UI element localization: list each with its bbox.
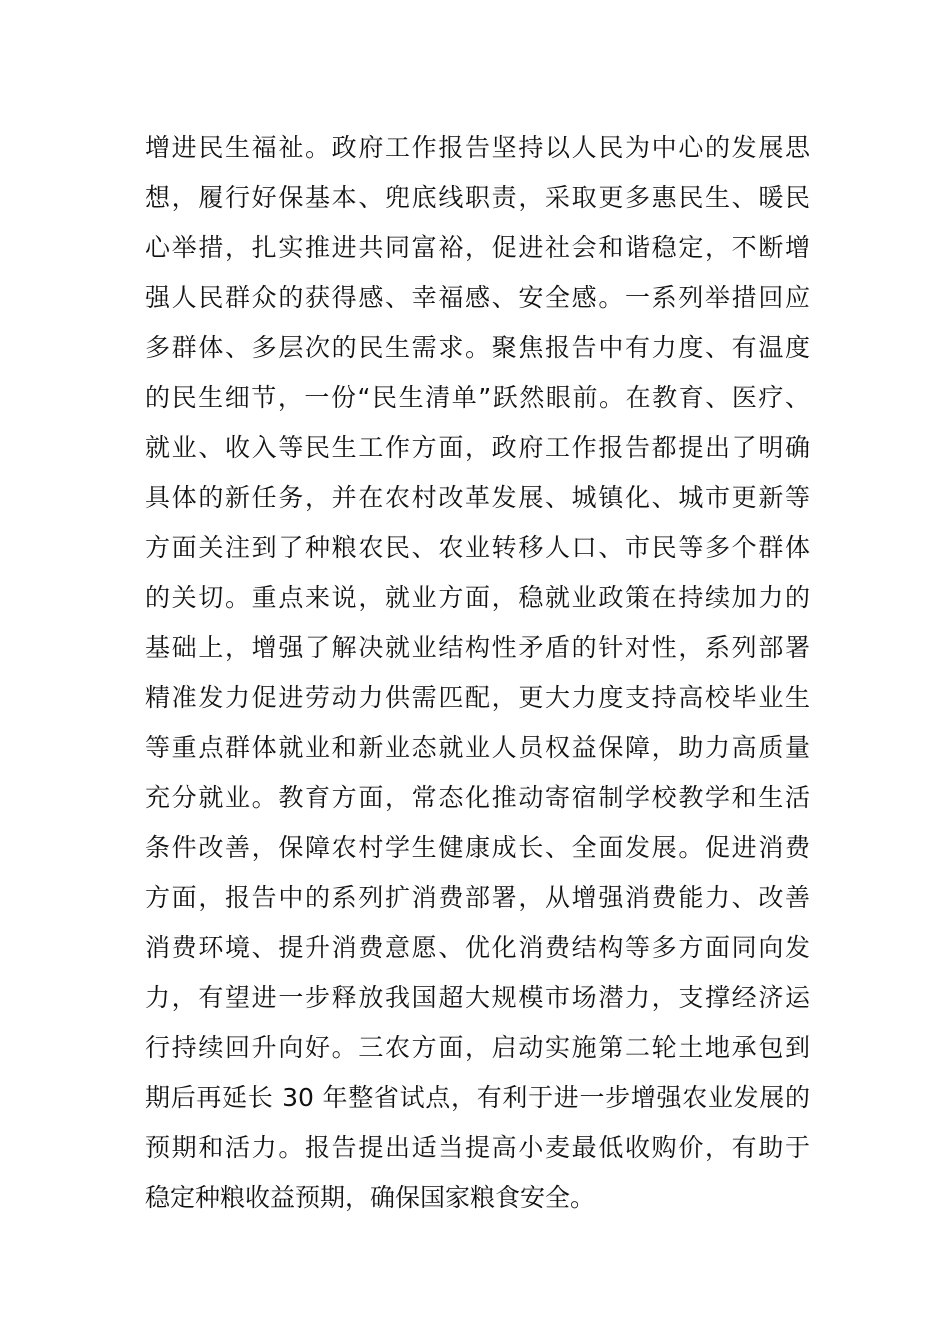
- text-line: 方面，报告中的系列扩消费部署，从增强消费能力、改善: [145, 883, 810, 912]
- text-line: 增进民生福祉。政府工作报告坚持以人民为中心的发展思: [145, 133, 810, 162]
- text-line: 消费环境、提升消费意愿、优化消费结构等多方面同向发: [145, 933, 810, 962]
- text-line: 条件改善，保障农村学生健康成长、全面发展。促进消费: [145, 833, 810, 862]
- text-line: 预期和活力。报告提出适当提高小麦最低收购价，有助于: [145, 1133, 810, 1162]
- text-line: 强人民群众的获得感、幸福感、安全感。一系列举措回应: [145, 283, 810, 312]
- text-line: 基础上，增强了解决就业结构性矛盾的针对性，系列部署: [145, 633, 810, 662]
- text-line: 的民生细节，一份“民生清单”跃然眼前。在教育、医疗、: [145, 383, 810, 412]
- text-line: 力，有望进一步释放我国超大规模市场潜力，支撑经济运: [145, 983, 810, 1012]
- text-line: 方面关注到了种粮农民、农业转移人口、市民等多个群体: [145, 533, 810, 562]
- text-line: 精准发力促进劳动力供需匹配，更大力度支持高校毕业生: [145, 683, 810, 712]
- text-line: 期后再延长 30 年整省试点，有利于进一步增强农业发展的: [145, 1083, 810, 1112]
- text-line: 行持续回升向好。三农方面，启动实施第二轮土地承包到: [145, 1033, 810, 1062]
- text-line: 就业、收入等民生工作方面，政府工作报告都提出了明确: [145, 433, 810, 462]
- text-line-last: 稳定种粮收益预期，确保国家粮食安全。: [145, 1183, 596, 1212]
- text-line: 等重点群体就业和新业态就业人员权益保障，助力高质量: [145, 733, 810, 762]
- text-line: 心举措，扎实推进共同富裕，促进社会和谐稳定，不断增: [145, 233, 810, 262]
- text-line: 具体的新任务，并在农村改革发展、城镇化、城市更新等: [145, 483, 810, 512]
- text-line: 想，履行好保基本、兜底线职责，采取更多惠民生、暖民: [145, 183, 810, 212]
- body-paragraph: [145, 123, 810, 1223]
- text-line: 充分就业。教育方面，常态化推动寄宿制学校教学和生活: [145, 783, 810, 812]
- text-line: 多群体、多层次的民生需求。聚焦报告中有力度、有温度: [145, 333, 810, 362]
- text-line: 的关切。重点来说，就业方面，稳就业政策在持续加力的: [145, 583, 810, 612]
